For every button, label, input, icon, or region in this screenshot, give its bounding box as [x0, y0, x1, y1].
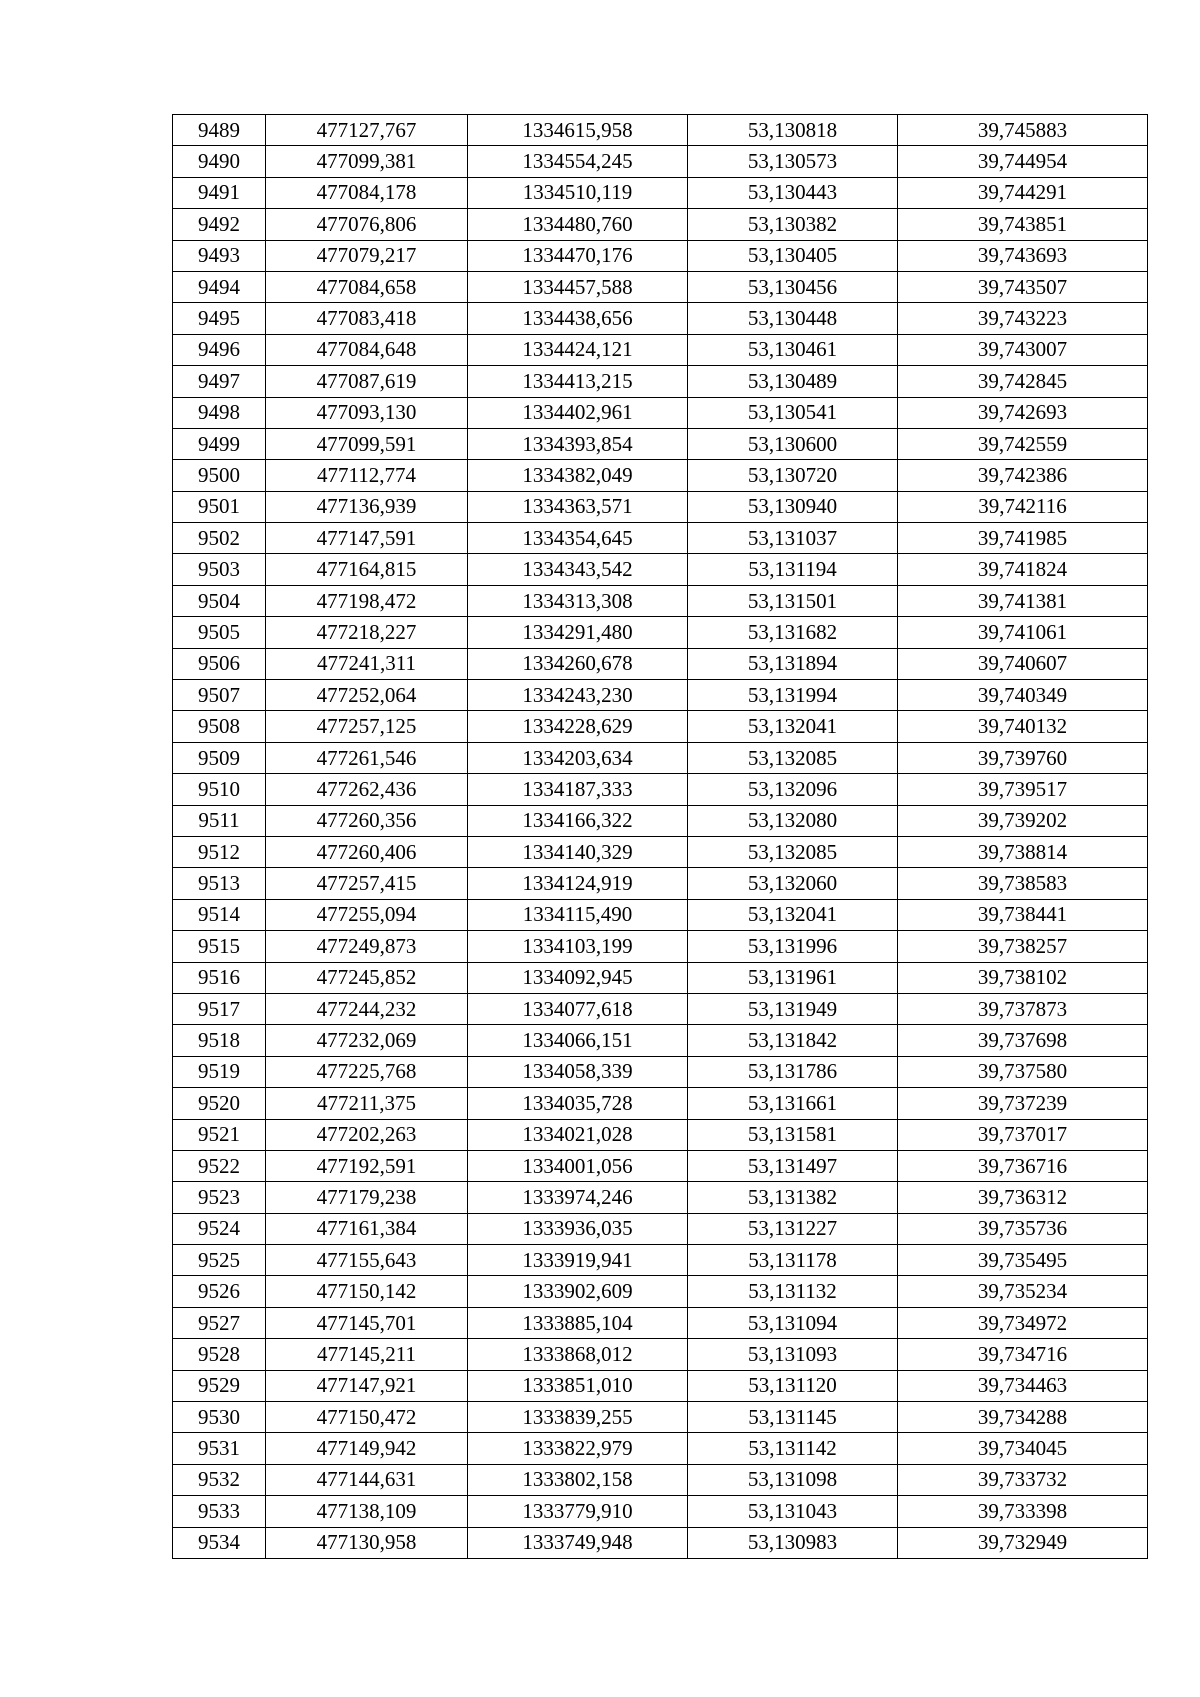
- y-coordinate-cell: 1334092,945: [468, 962, 688, 993]
- y-coordinate-cell: 1333822,979: [468, 1433, 688, 1464]
- longitude-cell: 39,740607: [898, 648, 1148, 679]
- latitude-cell: 53,131994: [688, 680, 898, 711]
- x-coordinate-cell: 477145,211: [266, 1339, 468, 1370]
- point-number-cell: 9524: [173, 1213, 266, 1244]
- y-coordinate-cell: 1334354,645: [468, 523, 688, 554]
- table-row: [173, 240, 1148, 271]
- longitude-cell: 39,744291: [898, 177, 1148, 208]
- table-row: [173, 209, 1148, 240]
- longitude-cell: 39,738257: [898, 931, 1148, 962]
- point-number-cell: 9517: [173, 993, 266, 1024]
- point-number-cell: 9491: [173, 177, 266, 208]
- table-row: [173, 1370, 1148, 1401]
- x-coordinate-cell: 477257,415: [266, 868, 468, 899]
- coordinates-table: [172, 114, 1148, 1559]
- x-coordinate-cell: 477225,768: [266, 1056, 468, 1087]
- table-row: [173, 428, 1148, 459]
- coordinates-table-body: [173, 115, 1148, 1559]
- point-number-cell: 9495: [173, 303, 266, 334]
- point-number-cell: 9498: [173, 397, 266, 428]
- x-coordinate-cell: 477260,356: [266, 805, 468, 836]
- longitude-cell: 39,745883: [898, 115, 1148, 146]
- x-coordinate-cell: 477145,701: [266, 1307, 468, 1338]
- longitude-cell: 39,739760: [898, 742, 1148, 773]
- latitude-cell: 53,130818: [688, 115, 898, 146]
- y-coordinate-cell: 1334058,339: [468, 1056, 688, 1087]
- point-number-cell: 9509: [173, 742, 266, 773]
- latitude-cell: 53,131098: [688, 1464, 898, 1495]
- y-coordinate-cell: 1334470,176: [468, 240, 688, 271]
- point-number-cell: 9506: [173, 648, 266, 679]
- table-row: [173, 1182, 1148, 1213]
- y-coordinate-cell: 1334615,958: [468, 115, 688, 146]
- table-row: [173, 868, 1148, 899]
- y-coordinate-cell: 1334343,542: [468, 554, 688, 585]
- point-number-cell: 9525: [173, 1245, 266, 1276]
- x-coordinate-cell: 477255,094: [266, 899, 468, 930]
- latitude-cell: 53,131382: [688, 1182, 898, 1213]
- y-coordinate-cell: 1333919,941: [468, 1245, 688, 1276]
- latitude-cell: 53,132085: [688, 742, 898, 773]
- table-row: [173, 271, 1148, 302]
- y-coordinate-cell: 1334115,490: [468, 899, 688, 930]
- point-number-cell: 9510: [173, 774, 266, 805]
- table-row: [173, 1402, 1148, 1433]
- longitude-cell: 39,739202: [898, 805, 1148, 836]
- x-coordinate-cell: 477155,643: [266, 1245, 468, 1276]
- longitude-cell: 39,732949: [898, 1527, 1148, 1558]
- point-number-cell: 9504: [173, 585, 266, 616]
- latitude-cell: 53,130541: [688, 397, 898, 428]
- x-coordinate-cell: 477261,546: [266, 742, 468, 773]
- x-coordinate-cell: 477257,125: [266, 711, 468, 742]
- longitude-cell: 39,733398: [898, 1496, 1148, 1527]
- latitude-cell: 53,131501: [688, 585, 898, 616]
- x-coordinate-cell: 477161,384: [266, 1213, 468, 1244]
- table-row: [173, 962, 1148, 993]
- x-coordinate-cell: 477252,064: [266, 680, 468, 711]
- longitude-cell: 39,734045: [898, 1433, 1148, 1464]
- table-row: [173, 711, 1148, 742]
- latitude-cell: 53,131996: [688, 931, 898, 962]
- table-row: [173, 680, 1148, 711]
- point-number-cell: 9519: [173, 1056, 266, 1087]
- table-row: [173, 1276, 1148, 1307]
- point-number-cell: 9493: [173, 240, 266, 271]
- longitude-cell: 39,742693: [898, 397, 1148, 428]
- latitude-cell: 53,130940: [688, 491, 898, 522]
- latitude-cell: 53,130720: [688, 460, 898, 491]
- point-number-cell: 9507: [173, 680, 266, 711]
- point-number-cell: 9515: [173, 931, 266, 962]
- point-number-cell: 9534: [173, 1527, 266, 1558]
- y-coordinate-cell: 1334103,199: [468, 931, 688, 962]
- latitude-cell: 53,130382: [688, 209, 898, 240]
- x-coordinate-cell: 477084,648: [266, 334, 468, 365]
- point-number-cell: 9502: [173, 523, 266, 554]
- y-coordinate-cell: 1334066,151: [468, 1025, 688, 1056]
- y-coordinate-cell: 1334228,629: [468, 711, 688, 742]
- table-row: [173, 523, 1148, 554]
- longitude-cell: 39,734288: [898, 1402, 1148, 1433]
- latitude-cell: 53,131132: [688, 1276, 898, 1307]
- point-number-cell: 9530: [173, 1402, 266, 1433]
- x-coordinate-cell: 477087,619: [266, 366, 468, 397]
- y-coordinate-cell: 1334438,656: [468, 303, 688, 334]
- longitude-cell: 39,744954: [898, 146, 1148, 177]
- latitude-cell: 53,131581: [688, 1119, 898, 1150]
- longitude-cell: 39,736716: [898, 1150, 1148, 1181]
- x-coordinate-cell: 477136,939: [266, 491, 468, 522]
- x-coordinate-cell: 477218,227: [266, 617, 468, 648]
- longitude-cell: 39,738814: [898, 836, 1148, 867]
- point-number-cell: 9514: [173, 899, 266, 930]
- point-number-cell: 9526: [173, 1276, 266, 1307]
- y-coordinate-cell: 1333936,035: [468, 1213, 688, 1244]
- point-number-cell: 9496: [173, 334, 266, 365]
- x-coordinate-cell: 477112,774: [266, 460, 468, 491]
- x-coordinate-cell: 477130,958: [266, 1527, 468, 1558]
- table-row: [173, 1496, 1148, 1527]
- latitude-cell: 53,130983: [688, 1527, 898, 1558]
- point-number-cell: 9521: [173, 1119, 266, 1150]
- x-coordinate-cell: 477241,311: [266, 648, 468, 679]
- y-coordinate-cell: 1333974,246: [468, 1182, 688, 1213]
- x-coordinate-cell: 477147,921: [266, 1370, 468, 1401]
- y-coordinate-cell: 1333868,012: [468, 1339, 688, 1370]
- x-coordinate-cell: 477262,436: [266, 774, 468, 805]
- latitude-cell: 53,130456: [688, 271, 898, 302]
- latitude-cell: 53,131178: [688, 1245, 898, 1276]
- table-row: [173, 1088, 1148, 1119]
- table-row: [173, 899, 1148, 930]
- table-row: [173, 1307, 1148, 1338]
- y-coordinate-cell: 1334554,245: [468, 146, 688, 177]
- latitude-cell: 53,131842: [688, 1025, 898, 1056]
- longitude-cell: 39,740132: [898, 711, 1148, 742]
- point-number-cell: 9489: [173, 115, 266, 146]
- longitude-cell: 39,743693: [898, 240, 1148, 271]
- x-coordinate-cell: 477093,130: [266, 397, 468, 428]
- x-coordinate-cell: 477084,658: [266, 271, 468, 302]
- point-number-cell: 9490: [173, 146, 266, 177]
- table-row: [173, 491, 1148, 522]
- latitude-cell: 53,131497: [688, 1150, 898, 1181]
- latitude-cell: 53,132041: [688, 899, 898, 930]
- latitude-cell: 53,132041: [688, 711, 898, 742]
- y-coordinate-cell: 1334457,588: [468, 271, 688, 302]
- y-coordinate-cell: 1333779,910: [468, 1496, 688, 1527]
- point-number-cell: 9527: [173, 1307, 266, 1338]
- longitude-cell: 39,739517: [898, 774, 1148, 805]
- point-number-cell: 9499: [173, 428, 266, 459]
- y-coordinate-cell: 1334313,308: [468, 585, 688, 616]
- point-number-cell: 9505: [173, 617, 266, 648]
- latitude-cell: 53,132060: [688, 868, 898, 899]
- longitude-cell: 39,743851: [898, 209, 1148, 240]
- longitude-cell: 39,738441: [898, 899, 1148, 930]
- longitude-cell: 39,734716: [898, 1339, 1148, 1370]
- latitude-cell: 53,131661: [688, 1088, 898, 1119]
- point-number-cell: 9528: [173, 1339, 266, 1370]
- y-coordinate-cell: 1334424,121: [468, 334, 688, 365]
- x-coordinate-cell: 477192,591: [266, 1150, 468, 1181]
- y-coordinate-cell: 1334203,634: [468, 742, 688, 773]
- latitude-cell: 53,131043: [688, 1496, 898, 1527]
- table-row: [173, 836, 1148, 867]
- x-coordinate-cell: 477198,472: [266, 585, 468, 616]
- x-coordinate-cell: 477245,852: [266, 962, 468, 993]
- point-number-cell: 9520: [173, 1088, 266, 1119]
- y-coordinate-cell: 1333749,948: [468, 1527, 688, 1558]
- x-coordinate-cell: 477211,375: [266, 1088, 468, 1119]
- table-row: [173, 1245, 1148, 1276]
- table-row: [173, 1150, 1148, 1181]
- point-number-cell: 9532: [173, 1464, 266, 1495]
- x-coordinate-cell: 477076,806: [266, 209, 468, 240]
- longitude-cell: 39,741381: [898, 585, 1148, 616]
- point-number-cell: 9492: [173, 209, 266, 240]
- x-coordinate-cell: 477149,942: [266, 1433, 468, 1464]
- x-coordinate-cell: 477147,591: [266, 523, 468, 554]
- table-row: [173, 1119, 1148, 1150]
- longitude-cell: 39,741985: [898, 523, 1148, 554]
- longitude-cell: 39,737698: [898, 1025, 1148, 1056]
- latitude-cell: 53,132096: [688, 774, 898, 805]
- point-number-cell: 9503: [173, 554, 266, 585]
- y-coordinate-cell: 1334260,678: [468, 648, 688, 679]
- latitude-cell: 53,131142: [688, 1433, 898, 1464]
- y-coordinate-cell: 1334413,215: [468, 366, 688, 397]
- table-row: [173, 1025, 1148, 1056]
- table-row: [173, 1056, 1148, 1087]
- point-number-cell: 9508: [173, 711, 266, 742]
- latitude-cell: 53,131961: [688, 962, 898, 993]
- table-row: [173, 460, 1148, 491]
- x-coordinate-cell: 477083,418: [266, 303, 468, 334]
- point-number-cell: 9494: [173, 271, 266, 302]
- y-coordinate-cell: 1333902,609: [468, 1276, 688, 1307]
- latitude-cell: 53,131037: [688, 523, 898, 554]
- x-coordinate-cell: 477079,217: [266, 240, 468, 271]
- point-number-cell: 9512: [173, 836, 266, 867]
- longitude-cell: 39,738102: [898, 962, 1148, 993]
- table-row: [173, 1433, 1148, 1464]
- table-row: [173, 1339, 1148, 1370]
- latitude-cell: 53,130600: [688, 428, 898, 459]
- longitude-cell: 39,737580: [898, 1056, 1148, 1087]
- longitude-cell: 39,736312: [898, 1182, 1148, 1213]
- longitude-cell: 39,741824: [898, 554, 1148, 585]
- y-coordinate-cell: 1334480,760: [468, 209, 688, 240]
- table-row: [173, 366, 1148, 397]
- table-row: [173, 334, 1148, 365]
- table-row: [173, 805, 1148, 836]
- table-row: [173, 1213, 1148, 1244]
- y-coordinate-cell: 1334021,028: [468, 1119, 688, 1150]
- x-coordinate-cell: 477202,263: [266, 1119, 468, 1150]
- y-coordinate-cell: 1334001,056: [468, 1150, 688, 1181]
- x-coordinate-cell: 477249,873: [266, 931, 468, 962]
- y-coordinate-cell: 1333839,255: [468, 1402, 688, 1433]
- x-coordinate-cell: 477099,591: [266, 428, 468, 459]
- y-coordinate-cell: 1334166,322: [468, 805, 688, 836]
- latitude-cell: 53,131094: [688, 1307, 898, 1338]
- latitude-cell: 53,131093: [688, 1339, 898, 1370]
- table-row: [173, 115, 1148, 146]
- y-coordinate-cell: 1334382,049: [468, 460, 688, 491]
- latitude-cell: 53,132085: [688, 836, 898, 867]
- latitude-cell: 53,130489: [688, 366, 898, 397]
- y-coordinate-cell: 1334243,230: [468, 680, 688, 711]
- point-number-cell: 9523: [173, 1182, 266, 1213]
- latitude-cell: 53,130461: [688, 334, 898, 365]
- longitude-cell: 39,743007: [898, 334, 1148, 365]
- longitude-cell: 39,742116: [898, 491, 1148, 522]
- latitude-cell: 53,130405: [688, 240, 898, 271]
- point-number-cell: 9518: [173, 1025, 266, 1056]
- y-coordinate-cell: 1334140,329: [468, 836, 688, 867]
- table-row: [173, 177, 1148, 208]
- x-coordinate-cell: 477179,238: [266, 1182, 468, 1213]
- latitude-cell: 53,131145: [688, 1402, 898, 1433]
- latitude-cell: 53,131786: [688, 1056, 898, 1087]
- longitude-cell: 39,734972: [898, 1307, 1148, 1338]
- point-number-cell: 9533: [173, 1496, 266, 1527]
- point-number-cell: 9501: [173, 491, 266, 522]
- point-number-cell: 9513: [173, 868, 266, 899]
- table-row: [173, 397, 1148, 428]
- table-row: [173, 931, 1148, 962]
- longitude-cell: 39,733732: [898, 1464, 1148, 1495]
- point-number-cell: 9497: [173, 366, 266, 397]
- y-coordinate-cell: 1333885,104: [468, 1307, 688, 1338]
- longitude-cell: 39,737017: [898, 1119, 1148, 1150]
- latitude-cell: 53,131120: [688, 1370, 898, 1401]
- longitude-cell: 39,742386: [898, 460, 1148, 491]
- x-coordinate-cell: 477150,142: [266, 1276, 468, 1307]
- y-coordinate-cell: 1334510,119: [468, 177, 688, 208]
- table-row: [173, 993, 1148, 1024]
- longitude-cell: 39,743507: [898, 271, 1148, 302]
- longitude-cell: 39,737239: [898, 1088, 1148, 1119]
- latitude-cell: 53,131227: [688, 1213, 898, 1244]
- y-coordinate-cell: 1334402,961: [468, 397, 688, 428]
- table-row: [173, 774, 1148, 805]
- latitude-cell: 53,132080: [688, 805, 898, 836]
- x-coordinate-cell: 477099,381: [266, 146, 468, 177]
- x-coordinate-cell: 477260,406: [266, 836, 468, 867]
- y-coordinate-cell: 1333851,010: [468, 1370, 688, 1401]
- point-number-cell: 9522: [173, 1150, 266, 1181]
- x-coordinate-cell: 477127,767: [266, 115, 468, 146]
- longitude-cell: 39,735495: [898, 1245, 1148, 1276]
- x-coordinate-cell: 477150,472: [266, 1402, 468, 1433]
- latitude-cell: 53,130573: [688, 146, 898, 177]
- table-row: [173, 1527, 1148, 1558]
- table-row: [173, 1464, 1148, 1495]
- y-coordinate-cell: 1333802,158: [468, 1464, 688, 1495]
- y-coordinate-cell: 1334035,728: [468, 1088, 688, 1119]
- table-row: [173, 146, 1148, 177]
- y-coordinate-cell: 1334393,854: [468, 428, 688, 459]
- x-coordinate-cell: 477084,178: [266, 177, 468, 208]
- longitude-cell: 39,743223: [898, 303, 1148, 334]
- latitude-cell: 53,131894: [688, 648, 898, 679]
- table-row: [173, 303, 1148, 334]
- y-coordinate-cell: 1334363,571: [468, 491, 688, 522]
- latitude-cell: 53,131194: [688, 554, 898, 585]
- longitude-cell: 39,740349: [898, 680, 1148, 711]
- latitude-cell: 53,130448: [688, 303, 898, 334]
- table-row: [173, 554, 1148, 585]
- table-row: [173, 742, 1148, 773]
- x-coordinate-cell: 477144,631: [266, 1464, 468, 1495]
- longitude-cell: 39,742559: [898, 428, 1148, 459]
- longitude-cell: 39,735234: [898, 1276, 1148, 1307]
- longitude-cell: 39,734463: [898, 1370, 1148, 1401]
- latitude-cell: 53,130443: [688, 177, 898, 208]
- y-coordinate-cell: 1334291,480: [468, 617, 688, 648]
- table-row: [173, 617, 1148, 648]
- y-coordinate-cell: 1334124,919: [468, 868, 688, 899]
- x-coordinate-cell: 477244,232: [266, 993, 468, 1024]
- longitude-cell: 39,738583: [898, 868, 1148, 899]
- table-row: [173, 585, 1148, 616]
- point-number-cell: 9500: [173, 460, 266, 491]
- point-number-cell: 9531: [173, 1433, 266, 1464]
- longitude-cell: 39,742845: [898, 366, 1148, 397]
- x-coordinate-cell: 477138,109: [266, 1496, 468, 1527]
- x-coordinate-cell: 477232,069: [266, 1025, 468, 1056]
- longitude-cell: 39,737873: [898, 993, 1148, 1024]
- longitude-cell: 39,741061: [898, 617, 1148, 648]
- table-row: [173, 648, 1148, 679]
- point-number-cell: 9516: [173, 962, 266, 993]
- point-number-cell: 9529: [173, 1370, 266, 1401]
- longitude-cell: 39,735736: [898, 1213, 1148, 1244]
- x-coordinate-cell: 477164,815: [266, 554, 468, 585]
- latitude-cell: 53,131949: [688, 993, 898, 1024]
- latitude-cell: 53,131682: [688, 617, 898, 648]
- y-coordinate-cell: 1334077,618: [468, 993, 688, 1024]
- point-number-cell: 9511: [173, 805, 266, 836]
- y-coordinate-cell: 1334187,333: [468, 774, 688, 805]
